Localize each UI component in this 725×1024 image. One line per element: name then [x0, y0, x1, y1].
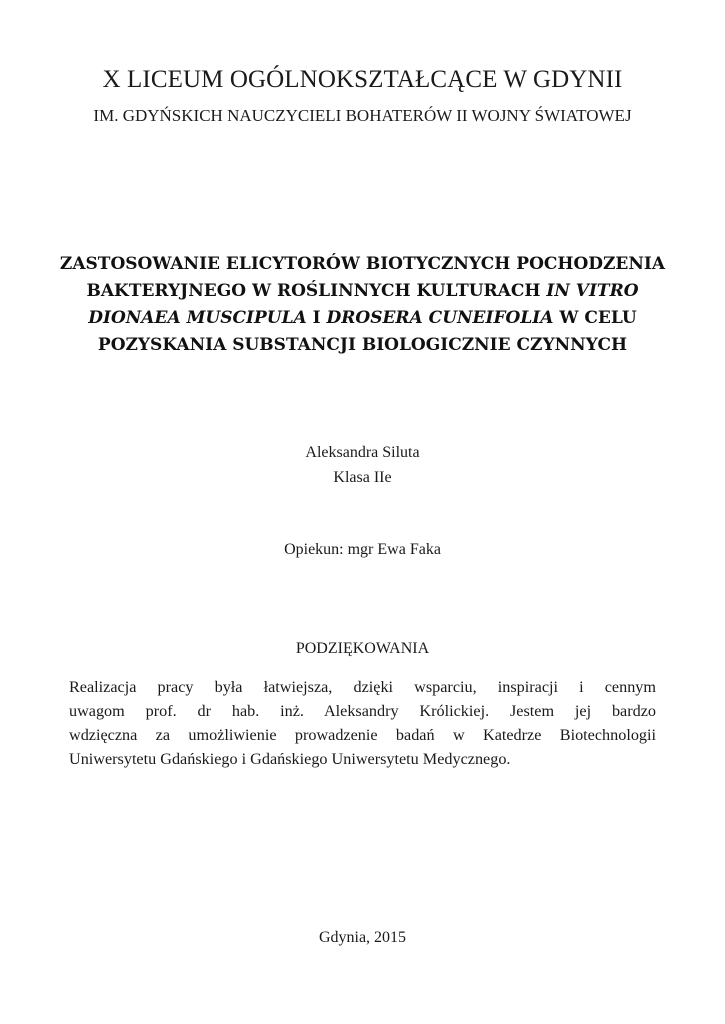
title-line-2-text: BAKTERYJNEGO W ROŚLINNYCH KULTURACH: [86, 281, 547, 301]
title-line-4: [40, 332, 685, 359]
title-species-dionaea: DIONAEA MUSCIPULA: [88, 308, 307, 328]
title-species-drosera: DROSERA CUNEIFOLIA: [326, 308, 554, 328]
school-patron: IM. GDYŃSKICH NAUCZYCIELI BOHATERÓW II WOJNY ŚWIATOWEJ: [93, 106, 632, 125]
title-line-3: [40, 305, 685, 332]
thesis-title: [40, 251, 685, 359]
title-line-1-text: ZASTOSOWANIE ELICYTORÓW BIOTYCZNYCH POCHODZENIA: [59, 254, 666, 274]
acknowledgements-line: Uniwersytetu Gdańskiego i Gdańskiego Uniwersytetu Medycznego.: [69, 750, 511, 768]
author-name: Aleksandra Siluta: [305, 444, 420, 461]
acknowledgements-line: wdzięczna za umożliwienie prowadzenie badań w Katedrze Biotechnologii: [69, 726, 656, 744]
title-line-1: [40, 251, 685, 278]
author-class: Klasa IIe: [333, 469, 392, 486]
supervisor: Opiekun: mgr Ewa Faka: [284, 541, 441, 558]
acknowledgements-line: Realizacja pracy była łatwiejsza, dzięki wsparciu, inspiracji i cennym: [69, 678, 656, 696]
school-name: X LICEUM OGÓLNOKSZTAŁCĄCE W GDYNII: [102, 66, 623, 93]
title-line-3-end: W CELU: [553, 308, 637, 328]
place-date: Gdynia, 2015: [318, 929, 407, 946]
title-line-2: [40, 278, 685, 305]
acknowledgements-body: [69, 675, 656, 771]
title-in-vitro: IN VITRO: [546, 281, 639, 301]
acknowledgements-line: uwagom prof. dr hab. inż. Aleksandry Królickiej. Jestem jej bardzo: [69, 702, 656, 720]
acknowledgements-heading: PODZIĘKOWANIA: [295, 640, 430, 657]
title-conjunction: I: [306, 308, 327, 328]
title-line-4-text: POZYSKANIA SUBSTANCJI BIOLOGICZNIE CZYNNYCH: [97, 335, 628, 355]
